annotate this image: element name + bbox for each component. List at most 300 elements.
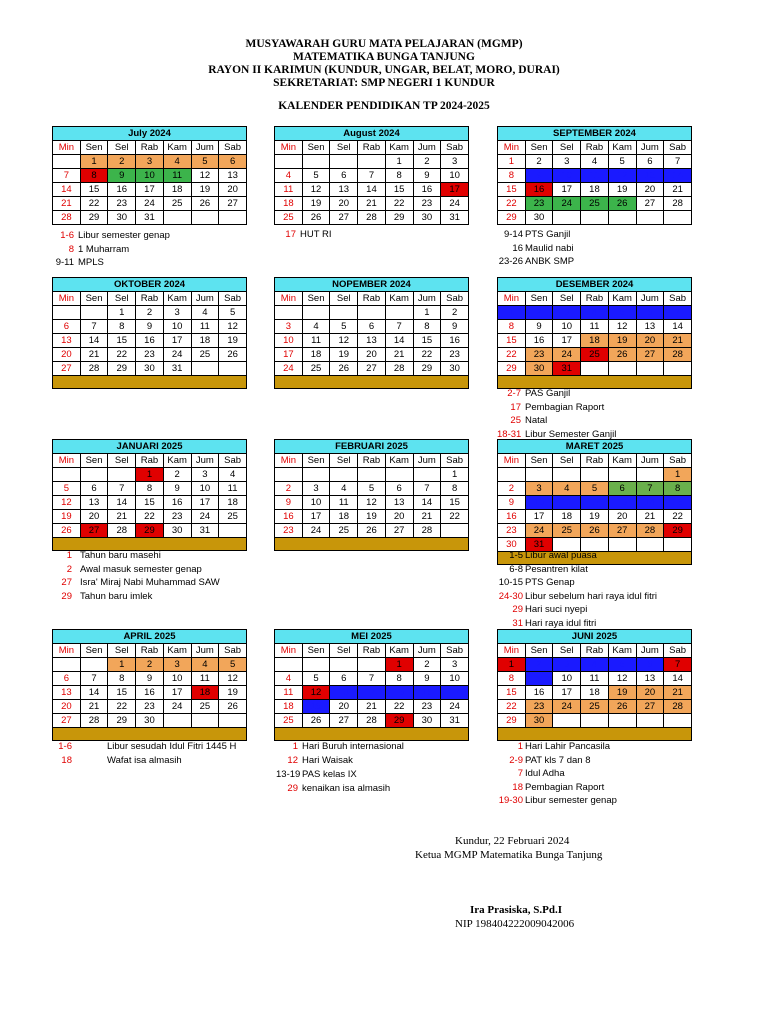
day-cell: 23	[498, 524, 526, 538]
day-cell: 25	[581, 197, 609, 211]
day-cell: 10	[163, 672, 191, 686]
day-cell	[191, 211, 219, 225]
calendar-note	[497, 767, 565, 780]
day-cell: 21	[413, 510, 441, 524]
weekday-header: Sab	[664, 141, 692, 155]
day-cell: 28	[358, 714, 386, 728]
note-date: 29	[287, 783, 298, 794]
day-cell: 13	[80, 496, 108, 510]
day-cell: 16	[413, 183, 441, 197]
day-cell: 1	[413, 306, 441, 320]
weekday-header: Rab	[581, 644, 609, 658]
note-text: kenaikan isa almasih	[302, 783, 391, 794]
day-cell: 4	[553, 482, 581, 496]
day-cell: 7	[53, 169, 81, 183]
weekday-header: Sab	[219, 644, 247, 658]
day-cell: 6	[53, 672, 81, 686]
month-title: JUNI 2025	[498, 630, 692, 644]
weekday-header: Sen	[525, 141, 553, 155]
weekday-header: Jum	[413, 454, 441, 468]
day-cell: 13	[636, 672, 664, 686]
day-cell: 2	[441, 306, 469, 320]
day-cell: 3	[163, 306, 191, 320]
note-date: 25	[510, 415, 521, 426]
day-cell: 1	[108, 306, 136, 320]
day-cell: 7	[664, 155, 692, 169]
day-cell: 13	[330, 183, 358, 197]
day-cell: 30	[163, 524, 191, 538]
weekday-header: Rab	[358, 141, 386, 155]
day-cell: 23	[136, 700, 164, 714]
note-date: 1	[292, 741, 298, 752]
month-table	[274, 629, 469, 741]
day-cell: 2	[163, 468, 191, 482]
day-cell: 8	[664, 482, 692, 496]
month-footer-bar	[275, 728, 469, 741]
weekday-header: Min	[53, 454, 81, 468]
day-cell: 28	[385, 362, 413, 376]
day-cell: 7	[358, 672, 386, 686]
day-cell: 22	[108, 700, 136, 714]
day-cell: 20	[53, 700, 81, 714]
day-cell: 16	[441, 334, 469, 348]
day-cell: 27	[330, 714, 358, 728]
weekday-header: Kam	[385, 454, 413, 468]
note-text: 1 Muharram	[78, 243, 130, 255]
day-cell: 25	[553, 524, 581, 538]
day-cell: 8	[80, 169, 108, 183]
weekday-header: Min	[275, 292, 303, 306]
day-cell: 16	[163, 496, 191, 510]
month-table	[52, 126, 247, 225]
day-cell: 18	[191, 686, 219, 700]
month-calendar	[52, 126, 247, 225]
day-cell: 20	[358, 348, 386, 362]
day-cell: 29	[498, 714, 526, 728]
day-cell: 3	[191, 468, 219, 482]
day-cell: 4	[191, 658, 219, 672]
day-cell: 31	[163, 362, 191, 376]
month-table	[274, 439, 469, 551]
day-cell: 13	[358, 334, 386, 348]
day-cell: 19	[608, 334, 636, 348]
day-cell: 7	[108, 482, 136, 496]
day-cell	[53, 468, 81, 482]
day-cell: 28	[664, 197, 692, 211]
day-cell: 25	[302, 362, 330, 376]
day-cell: 24	[525, 524, 553, 538]
day-cell	[385, 468, 413, 482]
weekday-header: Min	[498, 644, 526, 658]
note-date: 1-5	[509, 550, 523, 561]
day-cell	[581, 714, 609, 728]
note-date: 10-15	[498, 577, 523, 588]
day-cell: 5	[53, 482, 81, 496]
day-cell: 29	[498, 211, 526, 225]
day-cell: 2	[525, 155, 553, 169]
calendar-note	[276, 754, 353, 767]
day-cell: 3	[553, 155, 581, 169]
day-cell: 24	[553, 700, 581, 714]
day-cell: 17	[553, 183, 581, 197]
day-cell: 28	[664, 700, 692, 714]
day-cell: 5	[608, 306, 636, 320]
day-cell: 29	[80, 211, 108, 225]
month-table	[497, 629, 692, 741]
day-cell: 16	[275, 510, 303, 524]
day-cell: 8	[108, 320, 136, 334]
note-text: Pesantren kilat	[525, 563, 588, 575]
day-cell: 26	[219, 700, 247, 714]
day-cell: 14	[80, 334, 108, 348]
day-cell: 27	[53, 714, 81, 728]
day-cell: 23	[275, 524, 303, 538]
day-cell: 19	[302, 197, 330, 211]
note-date: 18-31	[497, 428, 522, 440]
day-cell: 8	[108, 672, 136, 686]
weekday-header: Min	[275, 454, 303, 468]
day-cell: 29	[664, 524, 692, 538]
day-cell	[358, 155, 386, 169]
day-cell: 22	[108, 348, 136, 362]
day-cell: 24	[163, 700, 191, 714]
day-cell: 17	[441, 686, 469, 700]
day-cell: 20	[80, 510, 108, 524]
day-cell: 26	[608, 197, 636, 211]
month-calendar	[52, 629, 247, 741]
day-cell: 8	[385, 169, 413, 183]
calendar-note	[52, 549, 161, 562]
day-cell: 12	[191, 169, 219, 183]
day-cell: 20	[608, 510, 636, 524]
day-cell: 10	[553, 320, 581, 334]
weekday-header: Jum	[636, 644, 664, 658]
month-calendar	[52, 439, 247, 551]
month-title: DESEMBER 2024	[498, 278, 692, 292]
day-cell: 25	[275, 714, 303, 728]
weekday-header: Sab	[664, 644, 692, 658]
day-cell: 27	[636, 197, 664, 211]
day-cell: 22	[498, 348, 526, 362]
day-cell: 8	[385, 672, 413, 686]
day-cell: 18	[275, 700, 303, 714]
month-title: MARET 2025	[498, 440, 692, 454]
day-cell: 5	[219, 658, 247, 672]
day-cell: 1	[80, 155, 108, 169]
note-date: 9-14	[503, 229, 523, 240]
day-cell: 20	[636, 183, 664, 197]
calendar-note	[497, 401, 604, 414]
day-cell: 5	[302, 672, 330, 686]
day-cell: 25	[581, 348, 609, 362]
day-cell: 29	[413, 362, 441, 376]
calendar-note	[497, 242, 574, 255]
day-cell	[80, 306, 108, 320]
day-cell: 31	[553, 362, 581, 376]
day-cell: 4	[330, 482, 358, 496]
day-cell: 6	[53, 320, 81, 334]
day-cell: 12	[358, 496, 386, 510]
day-cell	[358, 306, 386, 320]
day-cell: 2	[136, 658, 164, 672]
day-cell: 7	[80, 672, 108, 686]
calendar-note	[497, 617, 596, 630]
day-cell: 27	[53, 362, 81, 376]
weekday-header: Sel	[553, 292, 581, 306]
header-line-3: RAYON II KARIMUN (KUNDUR, UNGAR, BELAT, MORO, DURAI)	[208, 64, 560, 76]
day-cell: 3	[441, 155, 469, 169]
day-cell	[302, 306, 330, 320]
day-cell: 13	[636, 320, 664, 334]
day-cell: 8	[498, 169, 526, 183]
weekday-header: Rab	[581, 141, 609, 155]
day-cell: 6	[80, 482, 108, 496]
day-cell: 15	[664, 496, 692, 510]
day-cell: 10	[553, 672, 581, 686]
day-cell: 22	[136, 510, 164, 524]
day-cell: 30	[136, 714, 164, 728]
note-text: Wafat isa almasih	[107, 754, 182, 766]
month-table	[497, 126, 692, 225]
day-cell: 23	[413, 700, 441, 714]
weekday-header: Kam	[608, 292, 636, 306]
day-cell	[302, 658, 330, 672]
day-cell: 24	[553, 197, 581, 211]
note-text: Awal masuk semester genap	[80, 563, 202, 575]
weekday-header: Sen	[80, 644, 108, 658]
day-cell: 29	[385, 714, 413, 728]
weekday-header: Sel	[330, 292, 358, 306]
note-text: PAT kls 7 dan 8	[525, 754, 591, 766]
day-cell: 26	[53, 524, 81, 538]
month-footer-bar	[498, 728, 692, 741]
month-table	[274, 126, 469, 225]
day-cell: 18	[553, 510, 581, 524]
day-cell: 12	[581, 496, 609, 510]
day-cell	[330, 658, 358, 672]
day-cell: 22	[441, 510, 469, 524]
day-cell: 19	[330, 348, 358, 362]
weekday-header: Sel	[108, 292, 136, 306]
day-cell: 19	[358, 510, 386, 524]
day-cell: 17	[275, 348, 303, 362]
day-cell: 4	[275, 169, 303, 183]
weekday-header: Jum	[636, 454, 664, 468]
day-cell	[498, 468, 526, 482]
note-date: 19-30	[498, 795, 523, 806]
day-cell	[330, 155, 358, 169]
day-cell: 4	[163, 155, 191, 169]
weekday-header: Kam	[385, 644, 413, 658]
day-cell: 15	[498, 334, 526, 348]
day-cell: 1	[664, 468, 692, 482]
header-line-2: MATEMATIKA BUNGA TANJUNG	[293, 51, 475, 63]
day-cell: 27	[330, 211, 358, 225]
day-cell: 17	[191, 496, 219, 510]
day-cell: 18	[219, 496, 247, 510]
day-cell: 6	[219, 155, 247, 169]
day-cell: 13	[53, 334, 81, 348]
day-cell: 9	[413, 672, 441, 686]
day-cell: 24	[191, 510, 219, 524]
day-cell: 30	[525, 714, 553, 728]
day-cell: 23	[163, 510, 191, 524]
day-cell: 6	[636, 306, 664, 320]
day-cell: 29	[498, 362, 526, 376]
weekday-header: Sel	[330, 141, 358, 155]
day-cell: 27	[358, 362, 386, 376]
day-cell: 21	[358, 700, 386, 714]
note-date: 7	[517, 768, 523, 779]
month-table	[497, 277, 692, 389]
day-cell: 14	[385, 334, 413, 348]
day-cell	[636, 538, 664, 552]
calendar-note	[52, 563, 202, 576]
day-cell: 28	[636, 524, 664, 538]
weekday-header: Sab	[441, 292, 469, 306]
day-cell: 30	[136, 362, 164, 376]
day-cell: 25	[191, 700, 219, 714]
note-date: 24-30	[498, 590, 523, 602]
day-cell: 26	[608, 348, 636, 362]
day-cell: 3	[302, 482, 330, 496]
weekday-header: Kam	[608, 644, 636, 658]
day-cell: 13	[385, 496, 413, 510]
day-cell: 18	[581, 183, 609, 197]
day-cell: 4	[191, 306, 219, 320]
day-cell: 15	[413, 334, 441, 348]
day-cell	[608, 362, 636, 376]
day-cell: 5	[191, 155, 219, 169]
day-cell: 5	[581, 482, 609, 496]
day-cell: 5	[330, 320, 358, 334]
note-text: Libur awal puasa	[525, 550, 597, 561]
note-date: 29	[512, 604, 523, 615]
day-cell: 25	[330, 524, 358, 538]
day-cell: 19	[581, 510, 609, 524]
day-cell: 12	[608, 169, 636, 183]
day-cell: 1	[498, 155, 526, 169]
day-cell: 7	[80, 320, 108, 334]
weekday-header: Kam	[608, 141, 636, 155]
day-cell	[664, 538, 692, 552]
month-footer-bar	[275, 376, 469, 389]
month-table	[52, 439, 247, 551]
weekday-header: Sel	[108, 454, 136, 468]
weekday-header: Rab	[136, 141, 164, 155]
day-cell: 25	[163, 197, 191, 211]
day-cell: 22	[498, 700, 526, 714]
month-title: FEBRUARI 2025	[275, 440, 469, 454]
day-cell: 9	[441, 320, 469, 334]
month-calendar	[52, 277, 247, 389]
weekday-header: Sen	[302, 141, 330, 155]
weekday-header: Sen	[302, 454, 330, 468]
day-cell: 16	[525, 334, 553, 348]
month-calendar	[497, 126, 692, 225]
note-date: 27	[61, 577, 72, 588]
day-cell: 17	[553, 334, 581, 348]
weekday-header: Min	[275, 644, 303, 658]
calendar-note	[276, 228, 332, 241]
day-cell: 13	[330, 686, 358, 700]
day-cell: 23	[525, 700, 553, 714]
note-text: Pembagian Raport	[525, 781, 605, 793]
calendar-note	[497, 740, 610, 753]
day-cell: 16	[108, 183, 136, 197]
weekday-header: Sel	[108, 644, 136, 658]
day-cell: 16	[525, 686, 553, 700]
day-cell: 16	[498, 510, 526, 524]
day-cell	[664, 362, 692, 376]
day-cell: 17	[525, 510, 553, 524]
day-cell: 5	[608, 155, 636, 169]
note-text: Isra' Miraj Nabi Muhammad SAW	[80, 577, 220, 588]
month-table	[497, 439, 692, 565]
weekday-header: Sen	[302, 292, 330, 306]
note-text: Idul Adha	[525, 768, 565, 779]
month-calendar	[274, 439, 469, 551]
month-calendar	[274, 126, 469, 225]
day-cell	[191, 714, 219, 728]
day-cell: 7	[413, 482, 441, 496]
day-cell: 25	[275, 211, 303, 225]
day-cell: 9	[525, 672, 553, 686]
day-cell	[581, 468, 609, 482]
day-cell: 10	[136, 169, 164, 183]
day-cell: 27	[219, 197, 247, 211]
day-cell: 18	[275, 197, 303, 211]
day-cell: 26	[191, 197, 219, 211]
note-date: 2	[66, 563, 72, 575]
day-cell: 15	[108, 334, 136, 348]
day-cell: 11	[275, 183, 303, 197]
weekday-header: Sab	[219, 141, 247, 155]
day-cell: 11	[191, 672, 219, 686]
day-cell: 8	[413, 320, 441, 334]
day-cell: 20	[330, 197, 358, 211]
weekday-header: Kam	[608, 454, 636, 468]
weekday-header: Sab	[664, 292, 692, 306]
weekday-header: Rab	[581, 292, 609, 306]
day-cell	[275, 658, 303, 672]
note-text: Hari Buruh internasional	[302, 741, 404, 752]
weekday-header: Sel	[553, 141, 581, 155]
day-cell: 26	[608, 700, 636, 714]
day-cell: 28	[53, 211, 81, 225]
day-cell	[608, 211, 636, 225]
weekday-header: Sab	[441, 454, 469, 468]
day-cell: 27	[385, 524, 413, 538]
day-cell	[302, 468, 330, 482]
day-cell: 31	[441, 714, 469, 728]
day-cell: 19	[302, 700, 330, 714]
day-cell	[636, 468, 664, 482]
day-cell	[330, 306, 358, 320]
day-cell	[553, 468, 581, 482]
note-text: PTS Genap	[525, 577, 575, 588]
day-cell: 19	[219, 686, 247, 700]
day-cell: 24	[275, 362, 303, 376]
day-cell: 29	[108, 362, 136, 376]
day-cell: 6	[608, 482, 636, 496]
note-date: 13-19	[276, 769, 301, 780]
weekday-header: Rab	[136, 644, 164, 658]
day-cell: 26	[358, 524, 386, 538]
day-cell	[330, 468, 358, 482]
calendar-note	[497, 414, 547, 427]
day-cell: 11	[581, 320, 609, 334]
